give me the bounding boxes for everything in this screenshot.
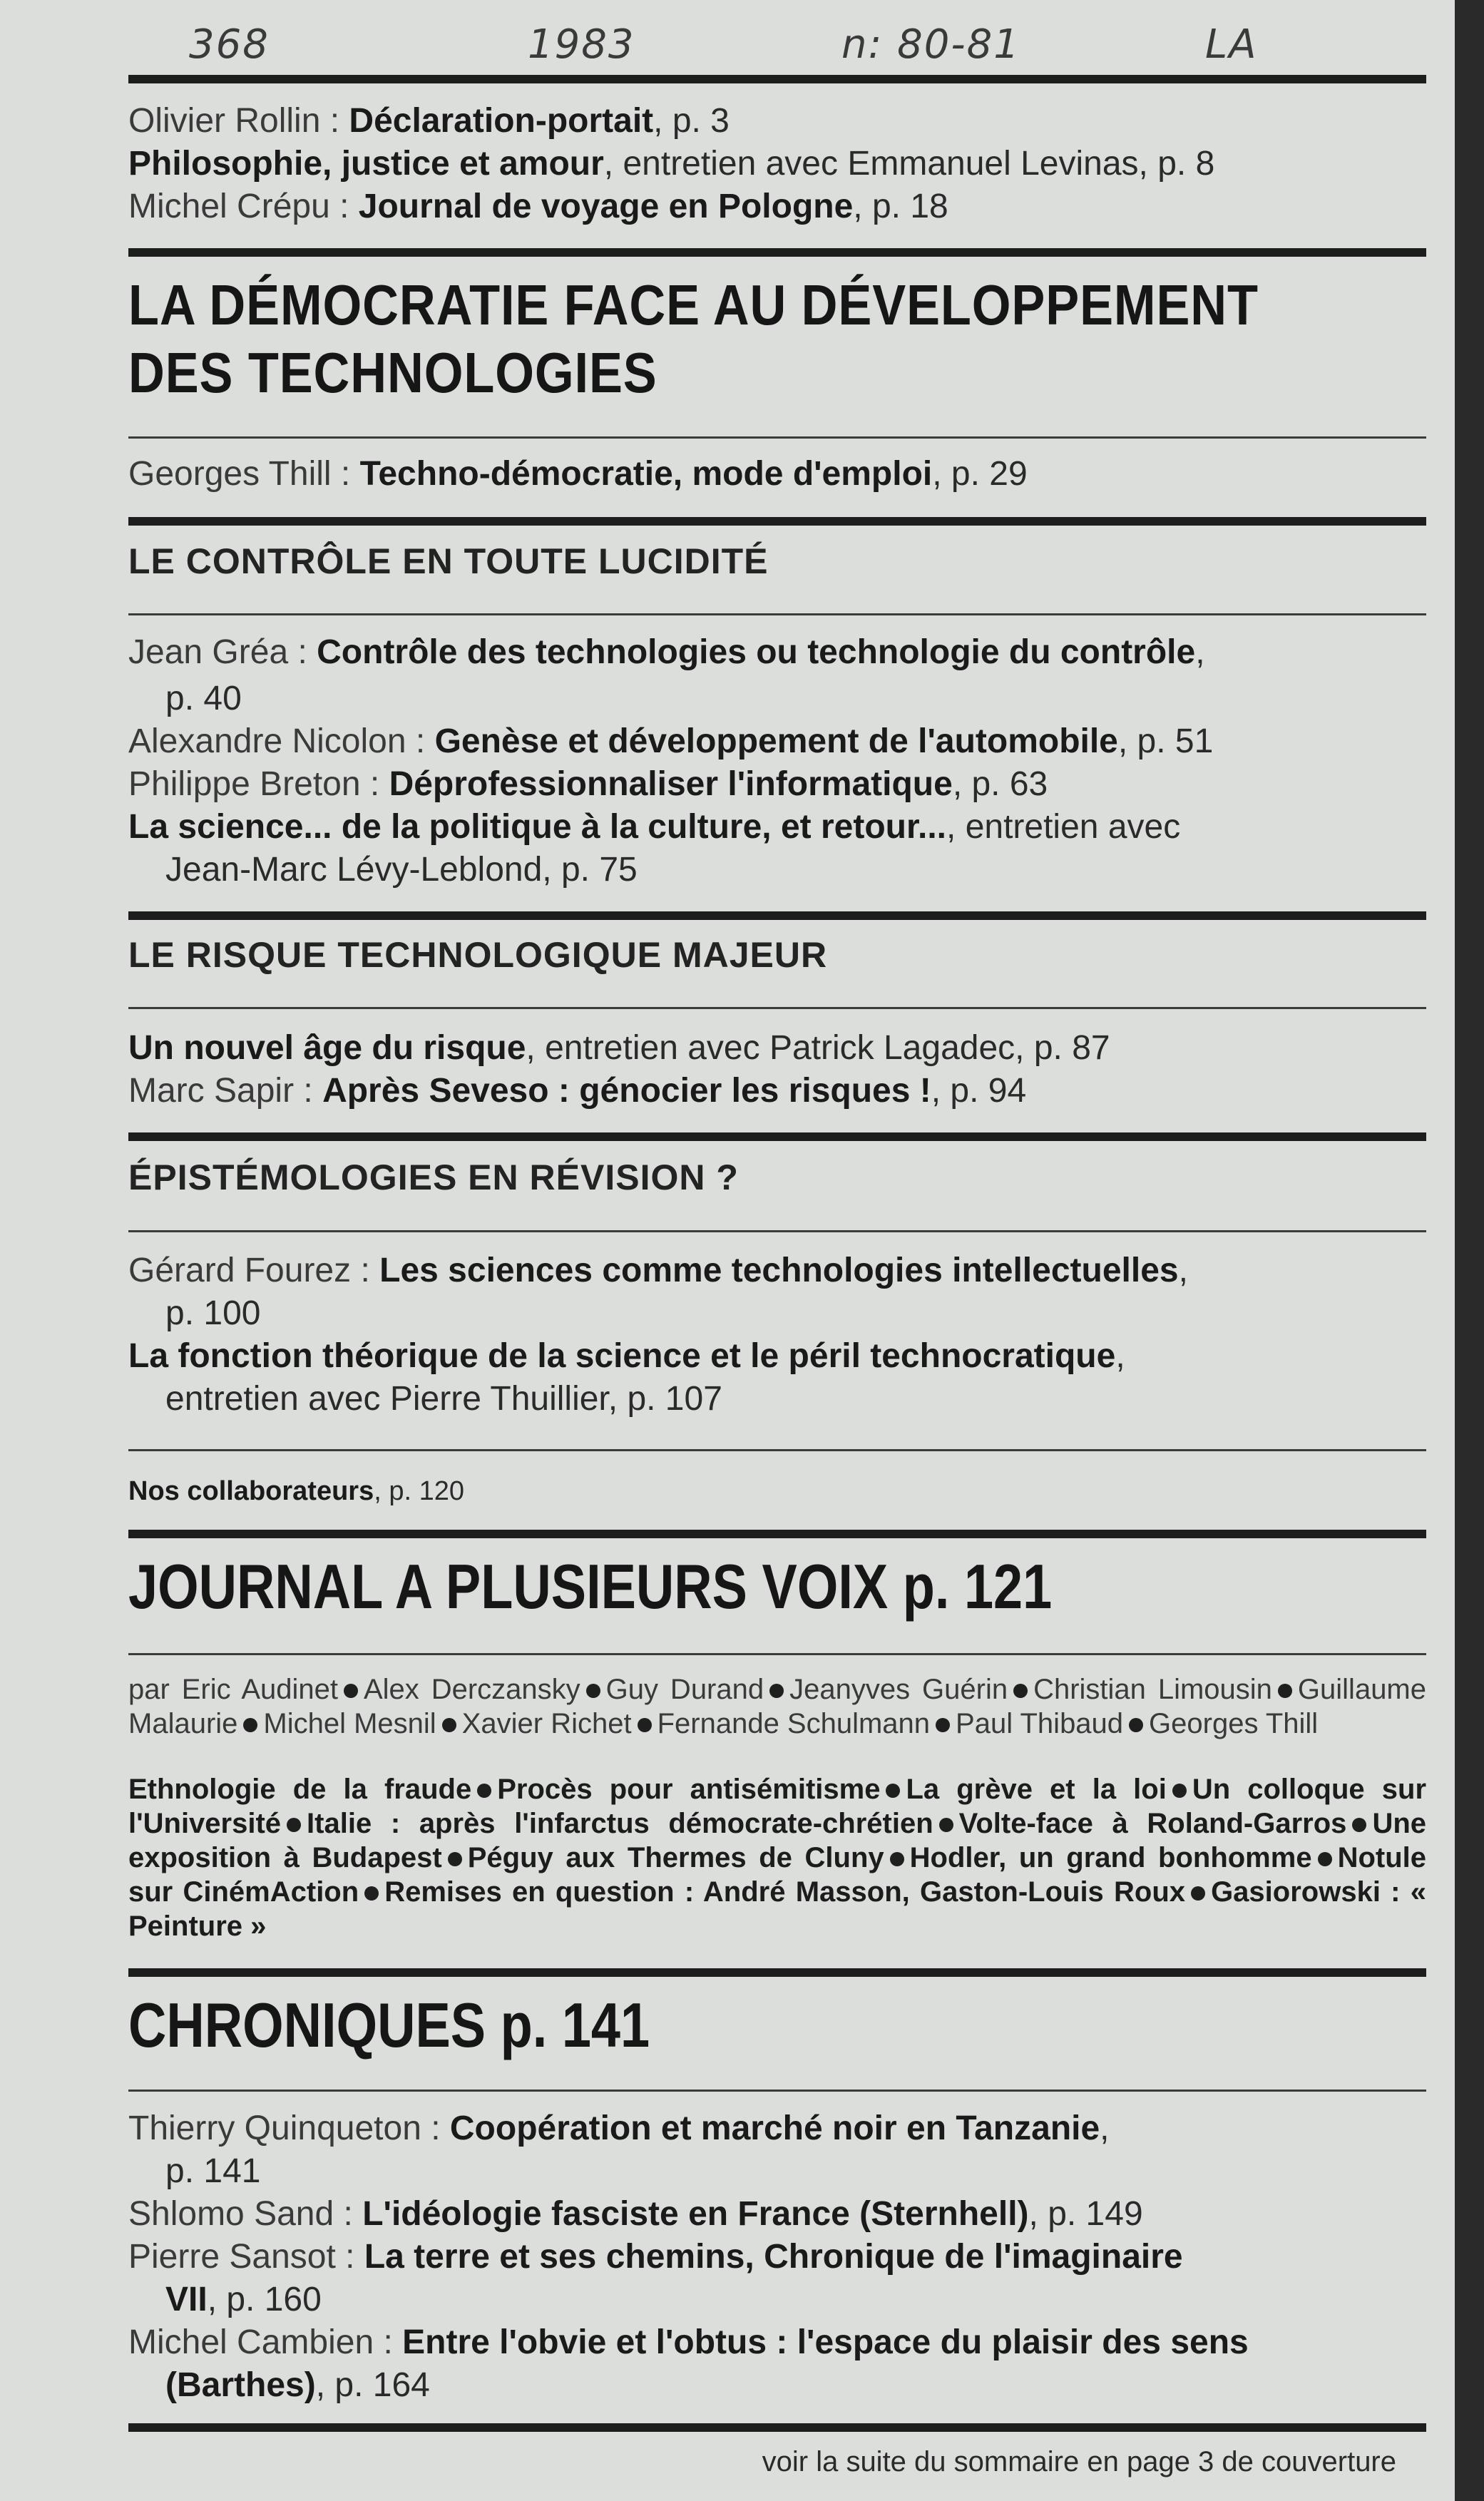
topic: Procès pour antisémitisme: [497, 1774, 881, 1805]
chroniques-heading: [128, 1990, 650, 2061]
handwritten-note-year: 1983: [528, 21, 635, 68]
bullet-icon: [638, 1718, 652, 1732]
entry-title: L'idéologie fasciste en France (Sternhell): [362, 2195, 1029, 2233]
bullet-icon: [1352, 1818, 1366, 1832]
bullet-icon: [936, 1718, 950, 1732]
toc-entry: [128, 631, 1433, 674]
divider-thin: [128, 2090, 1426, 2092]
contributor: Xavier Richet: [461, 1708, 632, 1739]
bullet-icon: [1013, 1684, 1028, 1698]
contributor: Guy Durand: [605, 1674, 764, 1705]
toc-entry: [128, 143, 1433, 185]
toc-entry: [128, 1249, 1433, 1292]
divider-thin: [128, 1653, 1426, 1655]
bullet-icon: [243, 1718, 257, 1732]
entry-title: Philosophie, justice et amour: [128, 145, 604, 183]
entry-page: , p. 18: [853, 188, 948, 225]
chroniques-page: p. 141: [486, 1990, 650, 2060]
section-heading: ÉPISTÉMOLOGIES EN RÉVISION ?: [128, 1157, 739, 1197]
contributor: Michel Mesnil: [263, 1708, 436, 1739]
topic: La grève et la loi: [906, 1774, 1167, 1805]
topic: Notule sur CinémAction: [128, 1842, 1426, 1908]
entry-page: ,: [1100, 2109, 1110, 2147]
bullet-icon: [769, 1684, 784, 1698]
bullet-icon: [586, 1684, 600, 1698]
entry-title: Journal de voyage en Pologne: [358, 188, 854, 225]
entry-page: , p. 63: [952, 765, 1048, 803]
topic: Une exposition à Budapest: [128, 1808, 1427, 1873]
collaborators-page: , p. 120: [374, 1476, 464, 1506]
divider-thin: [128, 436, 1426, 439]
contributor: par Eric Audinet: [128, 1674, 338, 1705]
divider-thin: [128, 1230, 1426, 1232]
bullet-icon: [344, 1684, 358, 1698]
collaborators-entry: [128, 1476, 464, 1507]
journal-page: p. 121: [888, 1551, 1053, 1622]
contributor: Christian Limousin: [1033, 1674, 1272, 1705]
entry-page: , p. 160: [207, 2281, 322, 2318]
topic: Remises en question : André Masson, Gaston-Louis Roux: [384, 1876, 1186, 1908]
divider-thick: [128, 911, 1426, 920]
entry-author: Jean Gréa :: [128, 633, 317, 671]
handwritten-note-issue: n: 80-81: [841, 21, 1020, 68]
dossier-title-line-2: DES TECHNOLOGIES: [128, 341, 657, 404]
entry-author: Olivier Rollin :: [128, 102, 349, 140]
bullet-icon: [1129, 1718, 1143, 1732]
entry-page: entretien avec Pierre Thuillier, p. 107: [165, 1380, 722, 1418]
dossier-title-line-1: LA DÉMOCRATIE FACE AU DÉVELOPPEMENT: [128, 273, 1259, 337]
toc-entry: [128, 2321, 1433, 2364]
bullet-icon: [448, 1852, 462, 1866]
toc-entry: [128, 1027, 1433, 1070]
toc-entry-continuation: [128, 1378, 1470, 1421]
toc-entry-continuation: [128, 677, 1470, 720]
toc-entry-continuation: [128, 1292, 1470, 1335]
toc-entry: [128, 2236, 1433, 2278]
bullet-icon: [1172, 1784, 1187, 1798]
toc-entry: [128, 100, 1433, 143]
bullet-icon: [1191, 1886, 1205, 1901]
entry-title: La terre et ses chemins, Chronique de l'imaginaire: [364, 2238, 1183, 2276]
divider-thick: [128, 1132, 1426, 1141]
entry-title: Techno-démocratie, mode d'emploi: [359, 455, 933, 493]
bullet-icon: [364, 1886, 379, 1901]
entry-title: Déprofessionnaliser l'informatique: [389, 765, 953, 803]
toc-entry: [128, 720, 1433, 763]
contributor: Georges Thill: [1149, 1708, 1319, 1739]
toc-entry-continuation: [128, 2364, 1470, 2407]
footer-note: voir la suite du sommaire en page 3 de couverture: [762, 2446, 1396, 2477]
entry-title: La fonction théorique de la science et le péril technocratique: [128, 1337, 1116, 1375]
entry-page: p. 100: [165, 1294, 261, 1332]
entry-title: Déclaration-portait: [349, 102, 654, 140]
bullet-icon: [890, 1852, 904, 1866]
entry-title-continuation: VII: [165, 2281, 208, 2318]
entry-page: , p. 164: [315, 2366, 430, 2404]
entry-page: ,: [1178, 1252, 1188, 1289]
entry-title: Contrôle des technologies ou technologie du contrôle: [317, 633, 1196, 671]
entry-title: Après Seveso : génocier les risques !: [322, 1072, 931, 1110]
topic: Péguy aux Thermes de Cluny: [467, 1842, 884, 1873]
entry-page: , entretien avec Patrick Lagadec, p. 87: [526, 1029, 1110, 1067]
entry-author: Michel Crépu :: [128, 188, 359, 225]
toc-entry-continuation: [128, 2150, 1470, 2193]
topic: Hodler, un grand bonhomme: [909, 1842, 1312, 1873]
contributor: Alex Derczansky: [363, 1674, 580, 1705]
journal-heading: [128, 1551, 1052, 1622]
toc-entry: [128, 453, 1433, 496]
toc-entry: [128, 2193, 1433, 2236]
chroniques-title: CHRONIQUES: [128, 1990, 486, 2060]
divider-thin: [128, 613, 1426, 615]
topic: Ethnologie de la fraude: [128, 1774, 472, 1805]
entry-author: Georges Thill :: [128, 455, 360, 493]
entry-page: Jean-Marc Lévy-Leblond, p. 75: [165, 851, 638, 889]
entry-page: ,: [1195, 633, 1205, 671]
contributor: Paul Thibaud: [956, 1708, 1124, 1739]
section-heading: LE RISQUE TECHNOLOGIQUE MAJEUR: [128, 935, 828, 975]
bullet-icon: [939, 1818, 953, 1832]
divider-thick: [128, 75, 1426, 83]
contributor: Jeanyves Guérin: [789, 1674, 1008, 1705]
handwritten-note-number: 368: [189, 21, 270, 68]
entry-title: Les sciences comme technologies intellectuelles: [379, 1252, 1179, 1289]
entry-page: , p. 94: [931, 1072, 1027, 1110]
entry-page: , p. 149: [1028, 2195, 1143, 2233]
toc-entry: [128, 763, 1433, 806]
divider-thick: [128, 2423, 1426, 2432]
journal-topics: [128, 1772, 1426, 1943]
toc-entry-continuation: [128, 2278, 1470, 2321]
toc-entry: [128, 1070, 1433, 1113]
entry-author: Alexandre Nicolon :: [128, 722, 435, 760]
entry-page: p. 141: [165, 2152, 261, 2190]
divider-thin: [128, 1007, 1426, 1009]
journal-title: JOURNAL A PLUSIEURS VOIX: [128, 1551, 889, 1622]
divider-thick: [128, 1530, 1426, 1538]
entry-page: , p. 3: [653, 102, 730, 140]
entry-title: Genèse et développement de l'automobile: [434, 722, 1118, 760]
entry-author: Marc Sapir :: [128, 1072, 323, 1110]
handwritten-note-code: LA: [1205, 21, 1258, 68]
toc-entry: [128, 1335, 1433, 1378]
collaborators-title: Nos collaborateurs: [128, 1476, 374, 1506]
topic: Italie : après l'infarctus démocrate-chrétien: [307, 1808, 933, 1839]
entry-title: Un nouvel âge du risque: [128, 1029, 526, 1067]
entry-page: , p. 51: [1117, 722, 1214, 760]
entry-title: Coopération et marché noir en Tanzanie: [449, 2109, 1100, 2147]
entry-title: La science... de la politique à la culture, et retour...: [128, 808, 947, 846]
toc-entry: [128, 185, 1433, 228]
entry-page: ,: [1115, 1337, 1125, 1375]
bullet-icon: [287, 1818, 301, 1832]
topic: Gasiorowski : « Peinture »: [128, 1876, 1427, 1942]
entry-author: Gérard Fourez :: [128, 1252, 380, 1289]
entry-title-continuation: (Barthes): [165, 2366, 316, 2404]
divider-thick: [128, 517, 1426, 526]
bullet-icon: [1278, 1684, 1292, 1698]
toc-entry: [128, 2107, 1433, 2150]
entry-page: , p. 29: [932, 455, 1028, 493]
toc-entry-continuation: [128, 849, 1470, 891]
divider-thick: [128, 248, 1426, 257]
bullet-icon: [1318, 1852, 1332, 1866]
entry-title: Entre l'obvie et l'obtus : l'espace du plaisir des sens: [402, 2323, 1249, 2361]
topic: Volte-face à Roland-Garros: [958, 1808, 1347, 1839]
divider-thin: [128, 1449, 1426, 1451]
topic: Un colloque sur l'Université: [128, 1774, 1427, 1839]
toc-entry: [128, 806, 1433, 849]
entry-author: Pierre Sansot :: [128, 2238, 364, 2276]
page-edge: [1455, 0, 1484, 2501]
entry-page: , entretien avec Emmanuel Levinas, p. 8: [603, 145, 1215, 183]
divider-thick: [128, 1968, 1426, 1977]
entry-author: Michel Cambien :: [128, 2323, 403, 2361]
bullet-icon: [886, 1784, 900, 1798]
entry-author: Philippe Breton :: [128, 765, 389, 803]
bullet-icon: [442, 1718, 456, 1732]
entry-author: Shlomo Sand :: [128, 2195, 363, 2233]
contributor: Fernande Schulmann: [657, 1708, 931, 1739]
entry-page: , entretien avec: [946, 808, 1181, 846]
journal-contributors: [128, 1672, 1426, 1741]
contributor: Guillaume Malaurie: [128, 1674, 1426, 1739]
section-heading: LE CONTRÔLE EN TOUTE LUCIDITÉ: [128, 541, 769, 581]
entry-author: Thierry Quinqueton :: [128, 2109, 450, 2147]
entry-page: p. 40: [165, 680, 242, 717]
bullet-icon: [477, 1784, 491, 1798]
